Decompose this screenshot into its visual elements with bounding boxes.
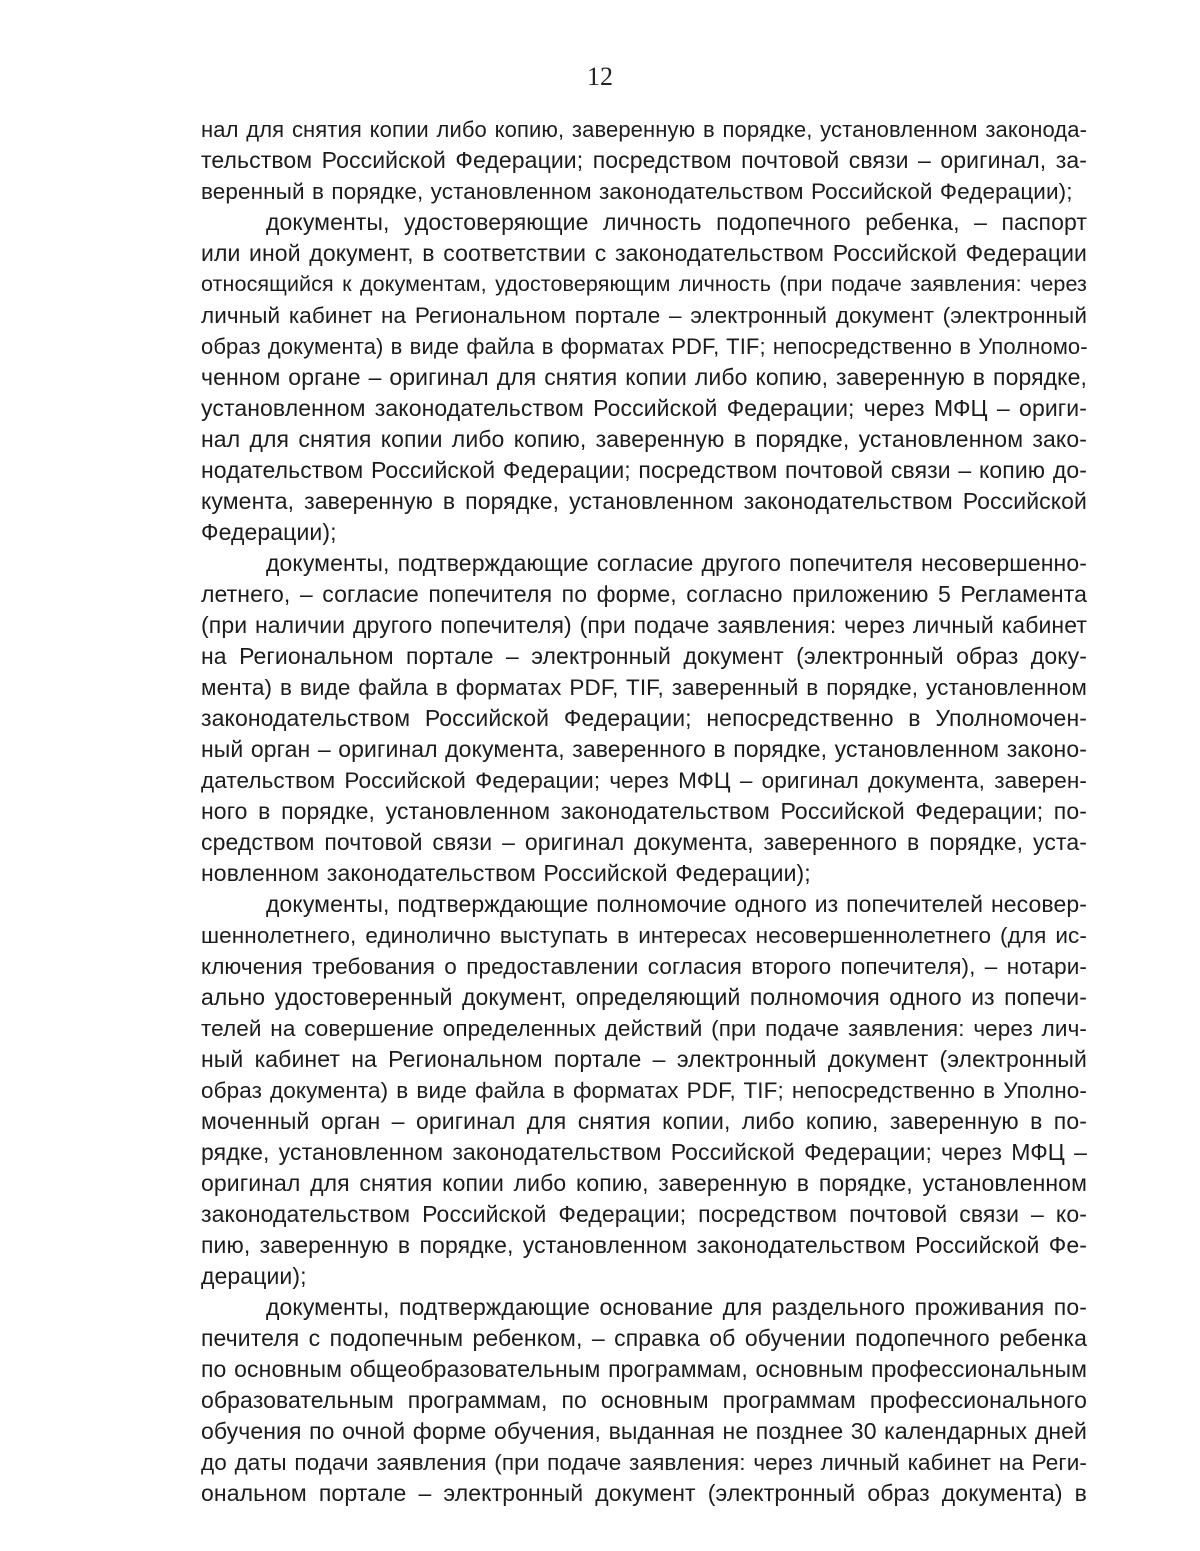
text-line: личный кабинет на Региональном портале – электронный документ (электронный — [201, 303, 1087, 328]
text-line: нал для снятия копии либо копию, заверенную в порядке, установленном законода- — [201, 117, 1087, 142]
text-line: ный орган – оригинал документа, заверенного в порядке, установленном законо- — [201, 736, 1087, 762]
page-number: 12 — [587, 62, 613, 91]
text-line: нодательством Российской Федерации; посредством почтовой связи – копию до- — [201, 457, 1087, 483]
text-line: законодательством Российской Федерации; посредством почтовой связи – ко- — [201, 1201, 1087, 1227]
text-line: до даты подачи заявления (при подаче заявления: через личный кабинет на Реги- — [201, 1450, 1087, 1475]
text-line: дательством Российской Федерации; через МФЦ – оригинал документа, заверен- — [201, 768, 1087, 793]
text-line: ного в порядке, установленном законодательством Российской Федерации; по- — [201, 798, 1087, 824]
text-line: обучения по очной форме обучения, выданная не позднее 30 календарных дней — [201, 1418, 1087, 1444]
text-line: (при наличии другого попечителя) (при подаче заявления: через личный кабинет — [201, 612, 1087, 638]
text-line: нал для снятия копии либо копию, заверенную в порядке, установленном зако- — [201, 426, 1087, 452]
text-line: печителя с подопечным ребенком, – справка об обучении подопечного ребенка — [201, 1325, 1087, 1351]
text-line: новленном законодательством Российской Федерации); — [201, 860, 811, 886]
text-line: тельством Российской Федерации; посредством почтовой связи – оригинал, за- — [201, 147, 1087, 173]
text-line: документы, подтверждающие основание для раздельного проживания по- — [266, 1294, 1087, 1320]
text-line: документы, подтверждающие полномочие одного из попечителей несовер- — [266, 891, 1087, 917]
text-line: относящийся к документам, удостоверяющим личность (при подаче заявления: через — [201, 272, 1087, 296]
text-line: средством почтовой связи – оригинал документа, заверенного в порядке, уста- — [201, 829, 1087, 855]
text-line: на Региональном портале – электронный документ (электронный образ доку- — [201, 643, 1087, 669]
text-line: телей на совершение определенных действий (при подаче заявления: через лич- — [201, 1016, 1087, 1041]
text-line: или иной документ, в соответствии с законодательством Российской Федерации — [201, 240, 1087, 266]
text-line: документы, удостоверяющие личность подопечного ребенка, – паспорт — [266, 209, 1087, 235]
text-line: летнего, – согласие попечителя по форме, согласно приложению 5 Регламента — [201, 581, 1087, 607]
text-line: установленном законодательством Российской Федерации; через МФЦ – ориги- — [201, 395, 1087, 421]
text-line: веренный в порядке, установленном законодательством Российской Федерации); — [201, 179, 1073, 204]
text-line: ключения требования о предоставлении согласия второго попечителя), – нотари- — [201, 954, 1087, 979]
text-line: ченном органе – оригинал для снятия копии либо копию, заверенную в порядке, — [201, 364, 1087, 390]
text-line: рядке, установленном законодательством Российской Федерации; через МФЦ – — [201, 1139, 1087, 1165]
text-line: образовательным программам, по основным программам профессионального — [201, 1387, 1087, 1413]
text-line: образ документа) в виде файла в форматах PDF, TIF; непосредственно в Уполно- — [201, 1078, 1087, 1103]
text-line: пию, заверенную в порядке, установленном законодательством Российской Фе- — [201, 1232, 1087, 1258]
text-line: мента) в виде файла в форматах PDF, TIF, заверенный в порядке, установленном — [201, 675, 1087, 700]
text-line: законодательством Российской Федерации; непосредственно в Уполномочен- — [201, 705, 1087, 731]
text-line: Федерации); — [201, 519, 337, 545]
text-line: шеннолетнего, единолично выступать в интересах несовершеннолетнего (для ис- — [201, 923, 1087, 948]
text-line: оригинал для снятия копии либо копию, заверенную в порядке, установленном — [201, 1170, 1087, 1196]
body-text — [201, 114, 1087, 1509]
text-line: образ документа) в виде файла в форматах PDF, TIF; непосредственно в Уполномо- — [201, 334, 1088, 359]
text-line: кумента, заверенную в порядке, установленном законодательством Российской — [201, 488, 1087, 514]
text-line: ный кабинет на Региональном портале – электронный документ (электронный — [201, 1046, 1087, 1072]
text-line: ально удостоверенный документ, определяющий полномочия одного из попечи- — [201, 984, 1087, 1010]
text-line: ональном портале – электронный документ (электронный образ документа) в — [201, 1480, 1087, 1506]
text-line: дерации); — [201, 1263, 307, 1289]
text-line: документы, подтверждающие согласие другого попечителя несовершенно- — [266, 550, 1087, 576]
text-line: моченный орган – оригинал для снятия копии, либо копию, заверенную в по- — [201, 1108, 1087, 1134]
text-line: по основным общеобразовательным программам, основным профессиональным — [201, 1356, 1087, 1382]
